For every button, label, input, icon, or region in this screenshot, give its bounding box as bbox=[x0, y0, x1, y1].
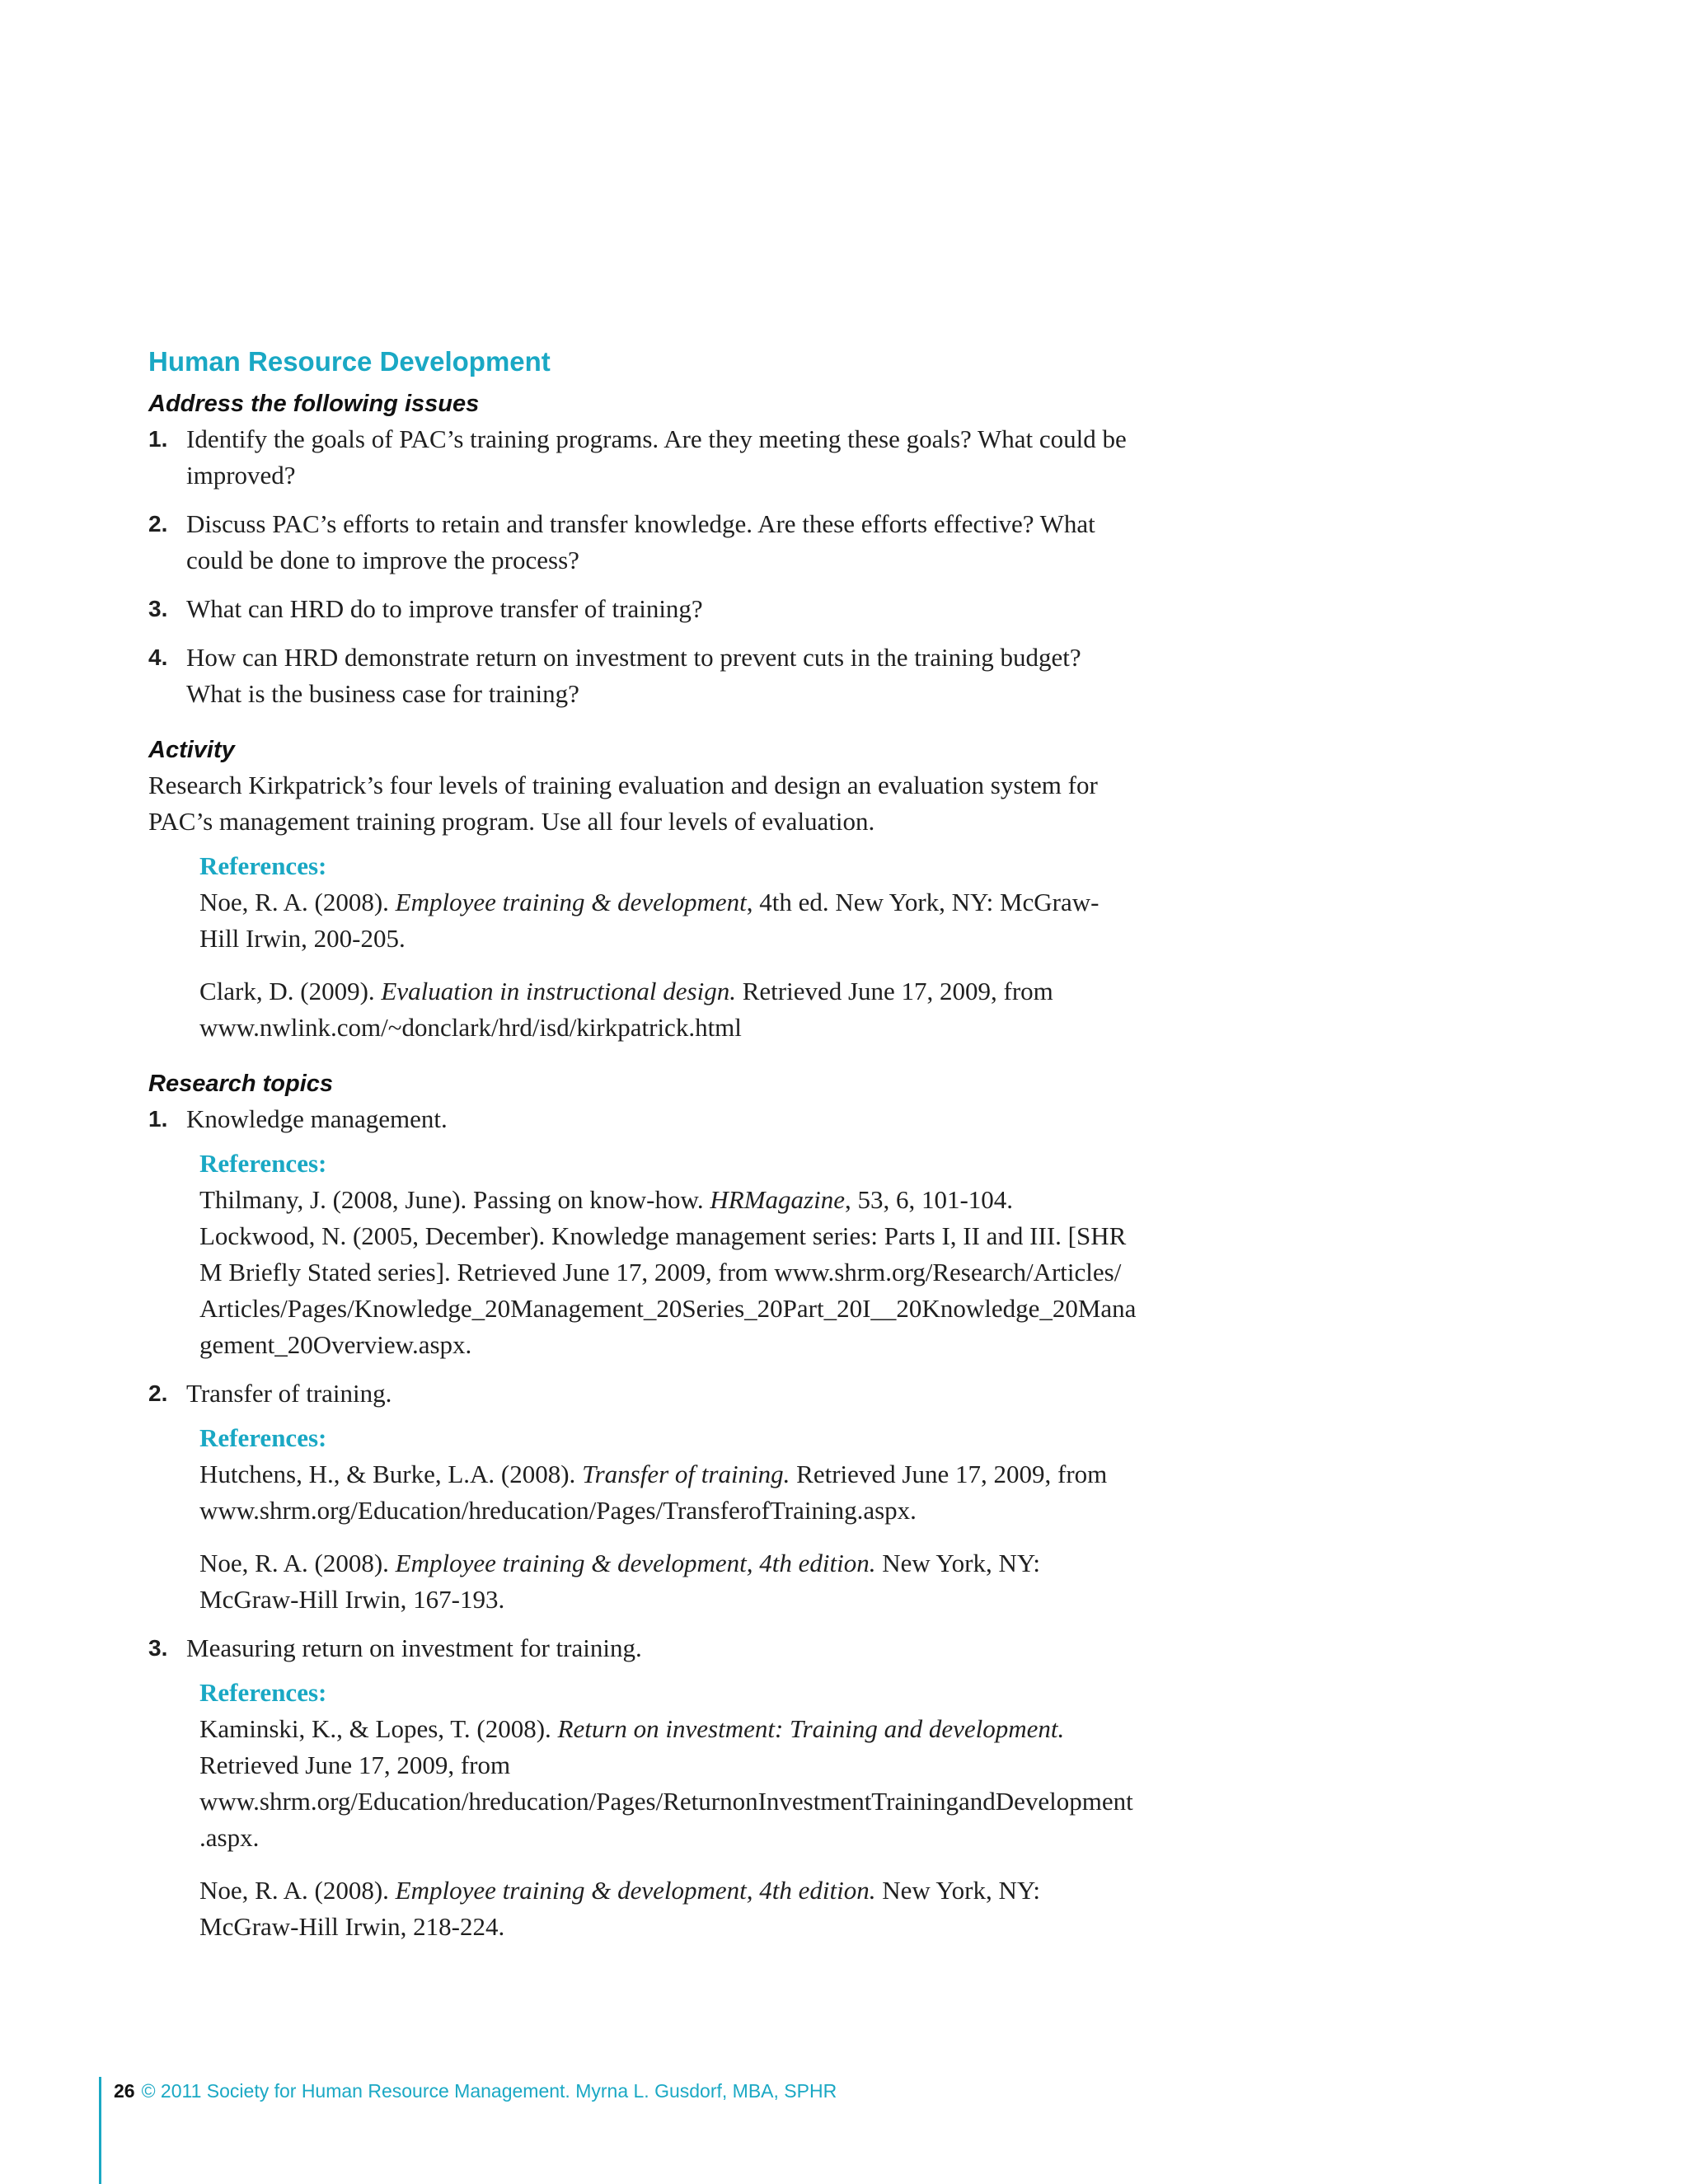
reference-title: HRMagazine bbox=[710, 1185, 845, 1214]
section-title: Human Resource Development bbox=[148, 346, 551, 377]
reference-text: Clark, D. (2009). bbox=[199, 977, 382, 1005]
topic-references bbox=[199, 1146, 1137, 1363]
references-label: References: bbox=[199, 1149, 327, 1178]
reference-text: Noe, R. A. (2008). bbox=[199, 1549, 396, 1577]
reference-title: Employee training & development, 4th edition. bbox=[395, 1876, 876, 1905]
reference-entry bbox=[199, 1872, 1137, 1945]
reference-title: Employee training & development bbox=[395, 888, 747, 916]
page-footer bbox=[114, 2080, 837, 2102]
references-label: References: bbox=[199, 1678, 327, 1707]
reference-text: Retrieved June 17, 2009, from www.shrm.org/Education/hreducation/Pages/TransferofTraining.aspx. bbox=[199, 1460, 1108, 1525]
reference-text: Lockwood, N. (2005, December). Knowledge management series: Parts I, II and III. [SHRM Briefly Stated series]. Retrieved June 17, 2009, from www.shrm.org/Research/Articles/Articles/Pages/Knowledge_20Management_20Series_20Part_20I__20Knowledge_20Management_20Overview.aspx. bbox=[199, 1221, 1137, 1359]
page-number: 26 bbox=[114, 2080, 135, 2102]
reference-title: Employee training & development, 4th edition. bbox=[395, 1549, 876, 1577]
reference-text: , 53, 6, 101-104. bbox=[844, 1185, 1014, 1214]
reference-entry bbox=[199, 1456, 1137, 1529]
issue-number: 4. bbox=[148, 644, 168, 670]
issue-text: Discuss PAC’s efforts to retain and transfer knowledge. Are these efforts effective? What could be done to improve the process? bbox=[186, 509, 1095, 574]
research-topic bbox=[148, 1101, 1137, 1363]
reference-text: Noe, R. A. (2008). bbox=[199, 1876, 396, 1905]
research-heading: Research topics bbox=[148, 1071, 334, 1097]
issues-list bbox=[148, 421, 1137, 712]
reference-text: New York, NY: McGraw-Hill Irwin, 167-193. bbox=[199, 1549, 1041, 1614]
reference-text: New York, NY: McGraw-Hill Irwin, 218-224. bbox=[199, 1876, 1041, 1941]
issue-item bbox=[148, 640, 1137, 712]
issue-text: What can HRD do to improve transfer of training? bbox=[186, 594, 703, 623]
issues-heading: Address the following issues bbox=[148, 391, 480, 417]
topic-text: Measuring return on investment for training. bbox=[186, 1633, 642, 1662]
reference-text: Retrieved June 17, 2009, from www.nwlink.com/~donclark/hrd/isd/kirkpatrick.html bbox=[199, 977, 1053, 1042]
topic-number: 3. bbox=[148, 1635, 168, 1661]
issue-item bbox=[148, 421, 1137, 494]
reference-entry bbox=[199, 973, 1137, 1046]
page-content bbox=[148, 346, 1137, 1957]
research-topic bbox=[148, 1376, 1137, 1618]
reference-title: Evaluation in instructional design. bbox=[381, 977, 736, 1005]
issue-number: 1. bbox=[148, 426, 168, 452]
references-label: References: bbox=[199, 1423, 327, 1452]
topic-number: 1. bbox=[148, 1106, 168, 1132]
reference-text: Thilmany, J. (2008, June). Passing on know-how. bbox=[199, 1185, 710, 1214]
reference-text: , 4th ed. New York, NY: McGraw-Hill Irwin, 200-205. bbox=[199, 888, 1100, 953]
issue-number: 3. bbox=[148, 596, 168, 621]
reference-text: Retrieved June 17, 2009, from www.shrm.org/Education/hreducation/Pages/ReturnonInvestmentTrainingandDevelopment.aspx. bbox=[199, 1750, 1133, 1852]
topic-number: 2. bbox=[148, 1380, 168, 1406]
issue-text: How can HRD demonstrate return on investment to prevent cuts in the training budget? What is the business case for training? bbox=[186, 643, 1081, 708]
activity-references bbox=[199, 848, 1137, 1046]
reference-entry bbox=[199, 1218, 1137, 1363]
reference-text: Kaminski, K., & Lopes, T. (2008). bbox=[199, 1714, 558, 1743]
footer-rule bbox=[99, 2077, 101, 2184]
issue-text: Identify the goals of PAC’s training programs. Are they meeting these goals? What could be improved? bbox=[186, 424, 1127, 490]
research-topic bbox=[148, 1630, 1137, 1945]
activity-text: Research Kirkpatrick’s four levels of training evaluation and design an evaluation system for PAC’s management training program. Use all four levels of evaluation. bbox=[148, 771, 1098, 836]
reference-entry bbox=[199, 1545, 1137, 1618]
issue-item bbox=[148, 506, 1137, 579]
reference-entry bbox=[199, 884, 1137, 957]
topic-text: Transfer of training. bbox=[186, 1379, 392, 1408]
issue-number: 2. bbox=[148, 511, 168, 537]
reference-title: Transfer of training. bbox=[582, 1460, 790, 1488]
reference-text: Hutchens, H., & Burke, L.A. (2008). bbox=[199, 1460, 583, 1488]
copyright-text: © 2011 Society for Human Resource Management. Myrna L. Gusdorf, MBA, SPHR bbox=[141, 2080, 837, 2102]
reference-title: Return on investment: Training and development. bbox=[557, 1714, 1065, 1743]
reference-entry bbox=[199, 1182, 1137, 1218]
topic-references bbox=[199, 1675, 1137, 1945]
reference-entry bbox=[199, 1711, 1137, 1856]
references-label: References: bbox=[199, 851, 327, 880]
topic-text: Knowledge management. bbox=[186, 1104, 448, 1133]
reference-text: Noe, R. A. (2008). bbox=[199, 888, 396, 916]
activity-heading: Activity bbox=[148, 737, 235, 763]
issue-item bbox=[148, 591, 1137, 627]
research-topics-list bbox=[148, 1101, 1137, 1945]
topic-references bbox=[199, 1420, 1137, 1618]
